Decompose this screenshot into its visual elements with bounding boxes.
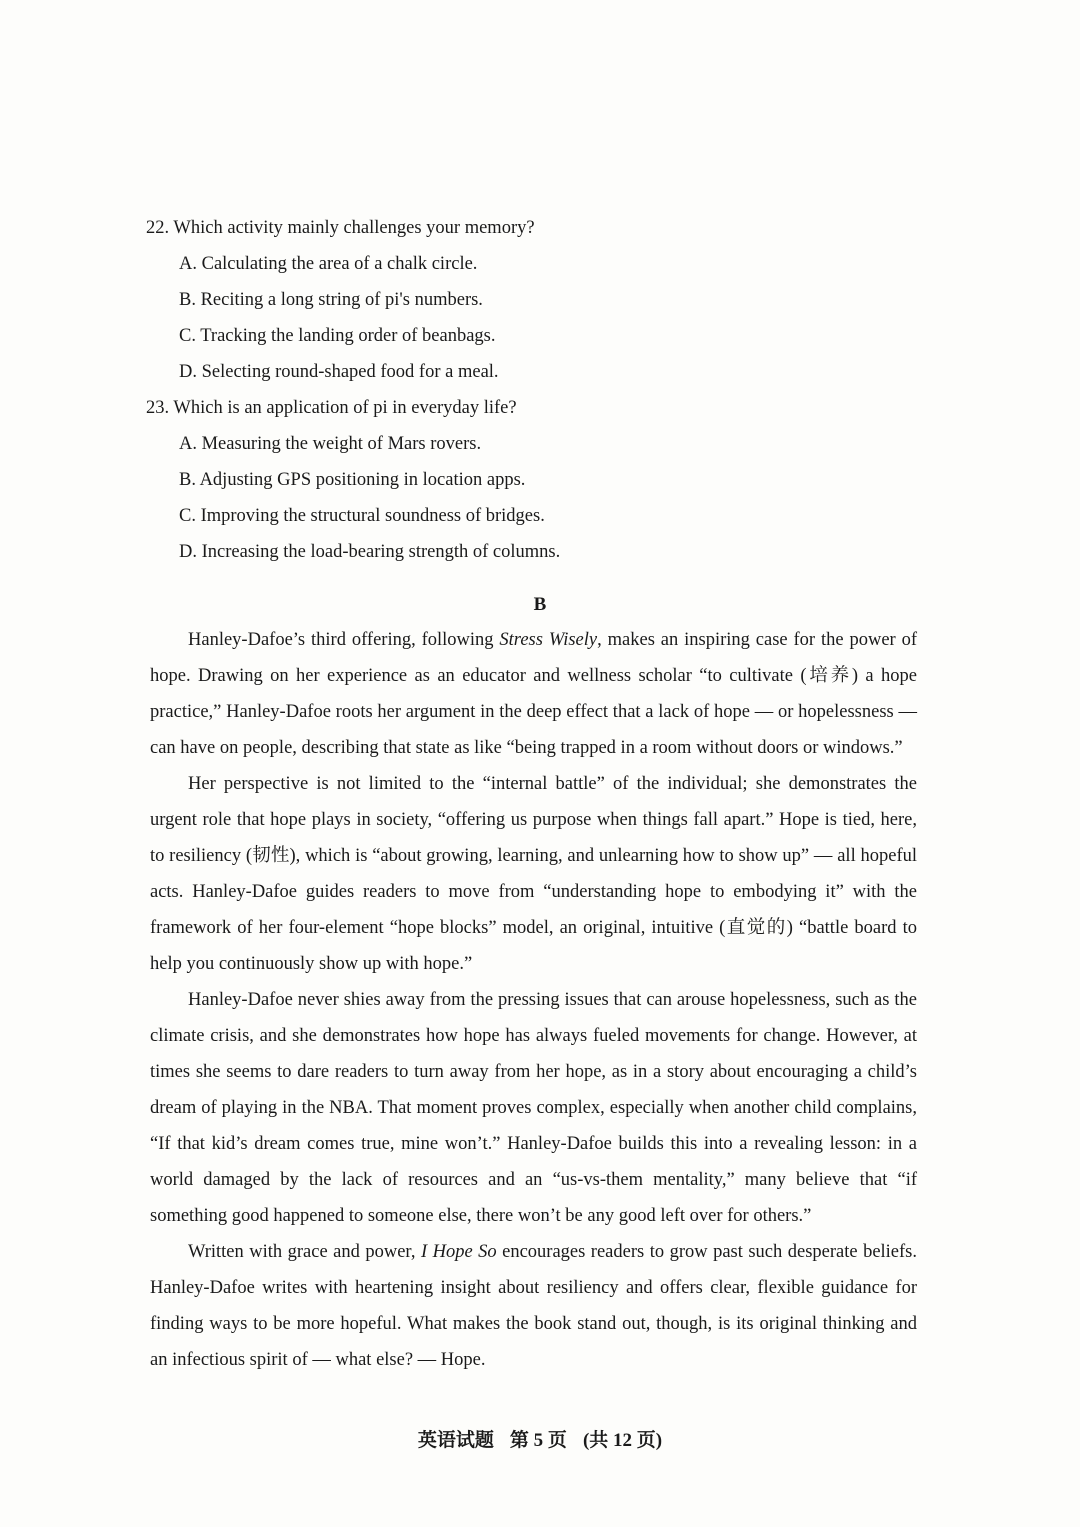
paragraph-4-text-start: Written with grace and power, [188, 1242, 421, 1262]
question-list [146, 210, 946, 570]
question-22-option-b: B. Reciting a long string of pi's numbers. [179, 290, 483, 310]
reading-passage [150, 622, 917, 1378]
passage-paragraph-3: Hanley-Dafoe never shies away from the pressing issues that can arouse hopelessness, such as the climate crisis, and she demonstrates how hope has always fueled movements for change. However, at times she seems to dare readers to turn away from her hope, as in a story about encouraging a child’s dream of playing in the NBA. That moment proves complex, especially when another child complains, “If that kid’s dream comes true, mine won’t.” Hanley-Dafoe builds this into a revealing lesson: in a world damaged by the lack of resources and an “us-vs-them mentality,” many believe that “if something good happened to someone else, there won’t be any good left over for others.” [150, 990, 917, 1226]
passage-paragraph-2: Her perspective is not limited to the “internal battle” of the individual; she demonstrates the urgent role that hope plays in society, “offering us purpose when things fall apart.” Hope is tied, here, to resiliency (韧性), which is “about growing, learning, and unlearning how to show up” — all hopeful acts. Hanley-Dafoe guides readers to move from “understanding hope to embodying it” with the framework of her four-element “hope blocks” model, an original, intuitive (直觉的) “battle board to help you continuously show up with hope.” [150, 774, 917, 974]
question-23-option-c: C. Improving the structural soundness of bridges. [179, 506, 545, 526]
question-23-option-b: B. Adjusting GPS positioning in location apps. [179, 470, 526, 490]
page-footer [0, 1424, 1080, 1458]
question-23-option-a: A. Measuring the weight of Mars rovers. [179, 434, 482, 454]
paragraph-4-text-end: encourages readers to grow past such desperate beliefs. Hanley-Dafoe writes with heartening insight about resiliency and offers clear, flexible guidance for finding ways to be more hopeful. What makes the book stand out, though, is its original thinking and an infectious spirit of — what else? — Hope. [150, 1242, 918, 1370]
book-title-stress-wisely: Stress Wisely [499, 630, 598, 650]
paragraph-1-text-start: Hanley-Dafoe’s third offering, following [188, 630, 500, 650]
footer-subject: 英语试题 [417, 1430, 494, 1451]
passage-paragraph-4 [150, 1234, 917, 1378]
passage-paragraph-1 [150, 622, 917, 766]
question-22-option-d: D. Selecting round-shaped food for a meal. [179, 362, 499, 382]
footer-page-number: 第 5 页 [509, 1430, 567, 1451]
footer-total-pages: (共 12 页) [582, 1430, 663, 1451]
question-22-option-c: C. Tracking the landing order of beanbags. [179, 326, 496, 346]
question-22-stem: 22. Which activity mainly challenges your memory? [146, 218, 535, 238]
book-title-i-hope-so: I Hope So [420, 1242, 497, 1262]
question-22-option-a: A. Calculating the area of a chalk circle. [179, 254, 478, 274]
section-heading: B [533, 594, 547, 615]
paragraph-1-text-end: , makes an inspiring case for the power of hope. Drawing on her experience as an educator and wellness scholar “to cultivate (培养) a hope practice,” Hanley-Dafoe roots her argument in the deep effect that a lack of hope — or hopelessness — can have on people, describing that state as like “being trapped in a room without doors or windows.” [150, 630, 917, 758]
question-23-stem: 23. Which is an application of pi in everyday life? [146, 398, 517, 418]
question-23-option-d: D. Increasing the load-bearing strength of columns. [179, 542, 561, 562]
